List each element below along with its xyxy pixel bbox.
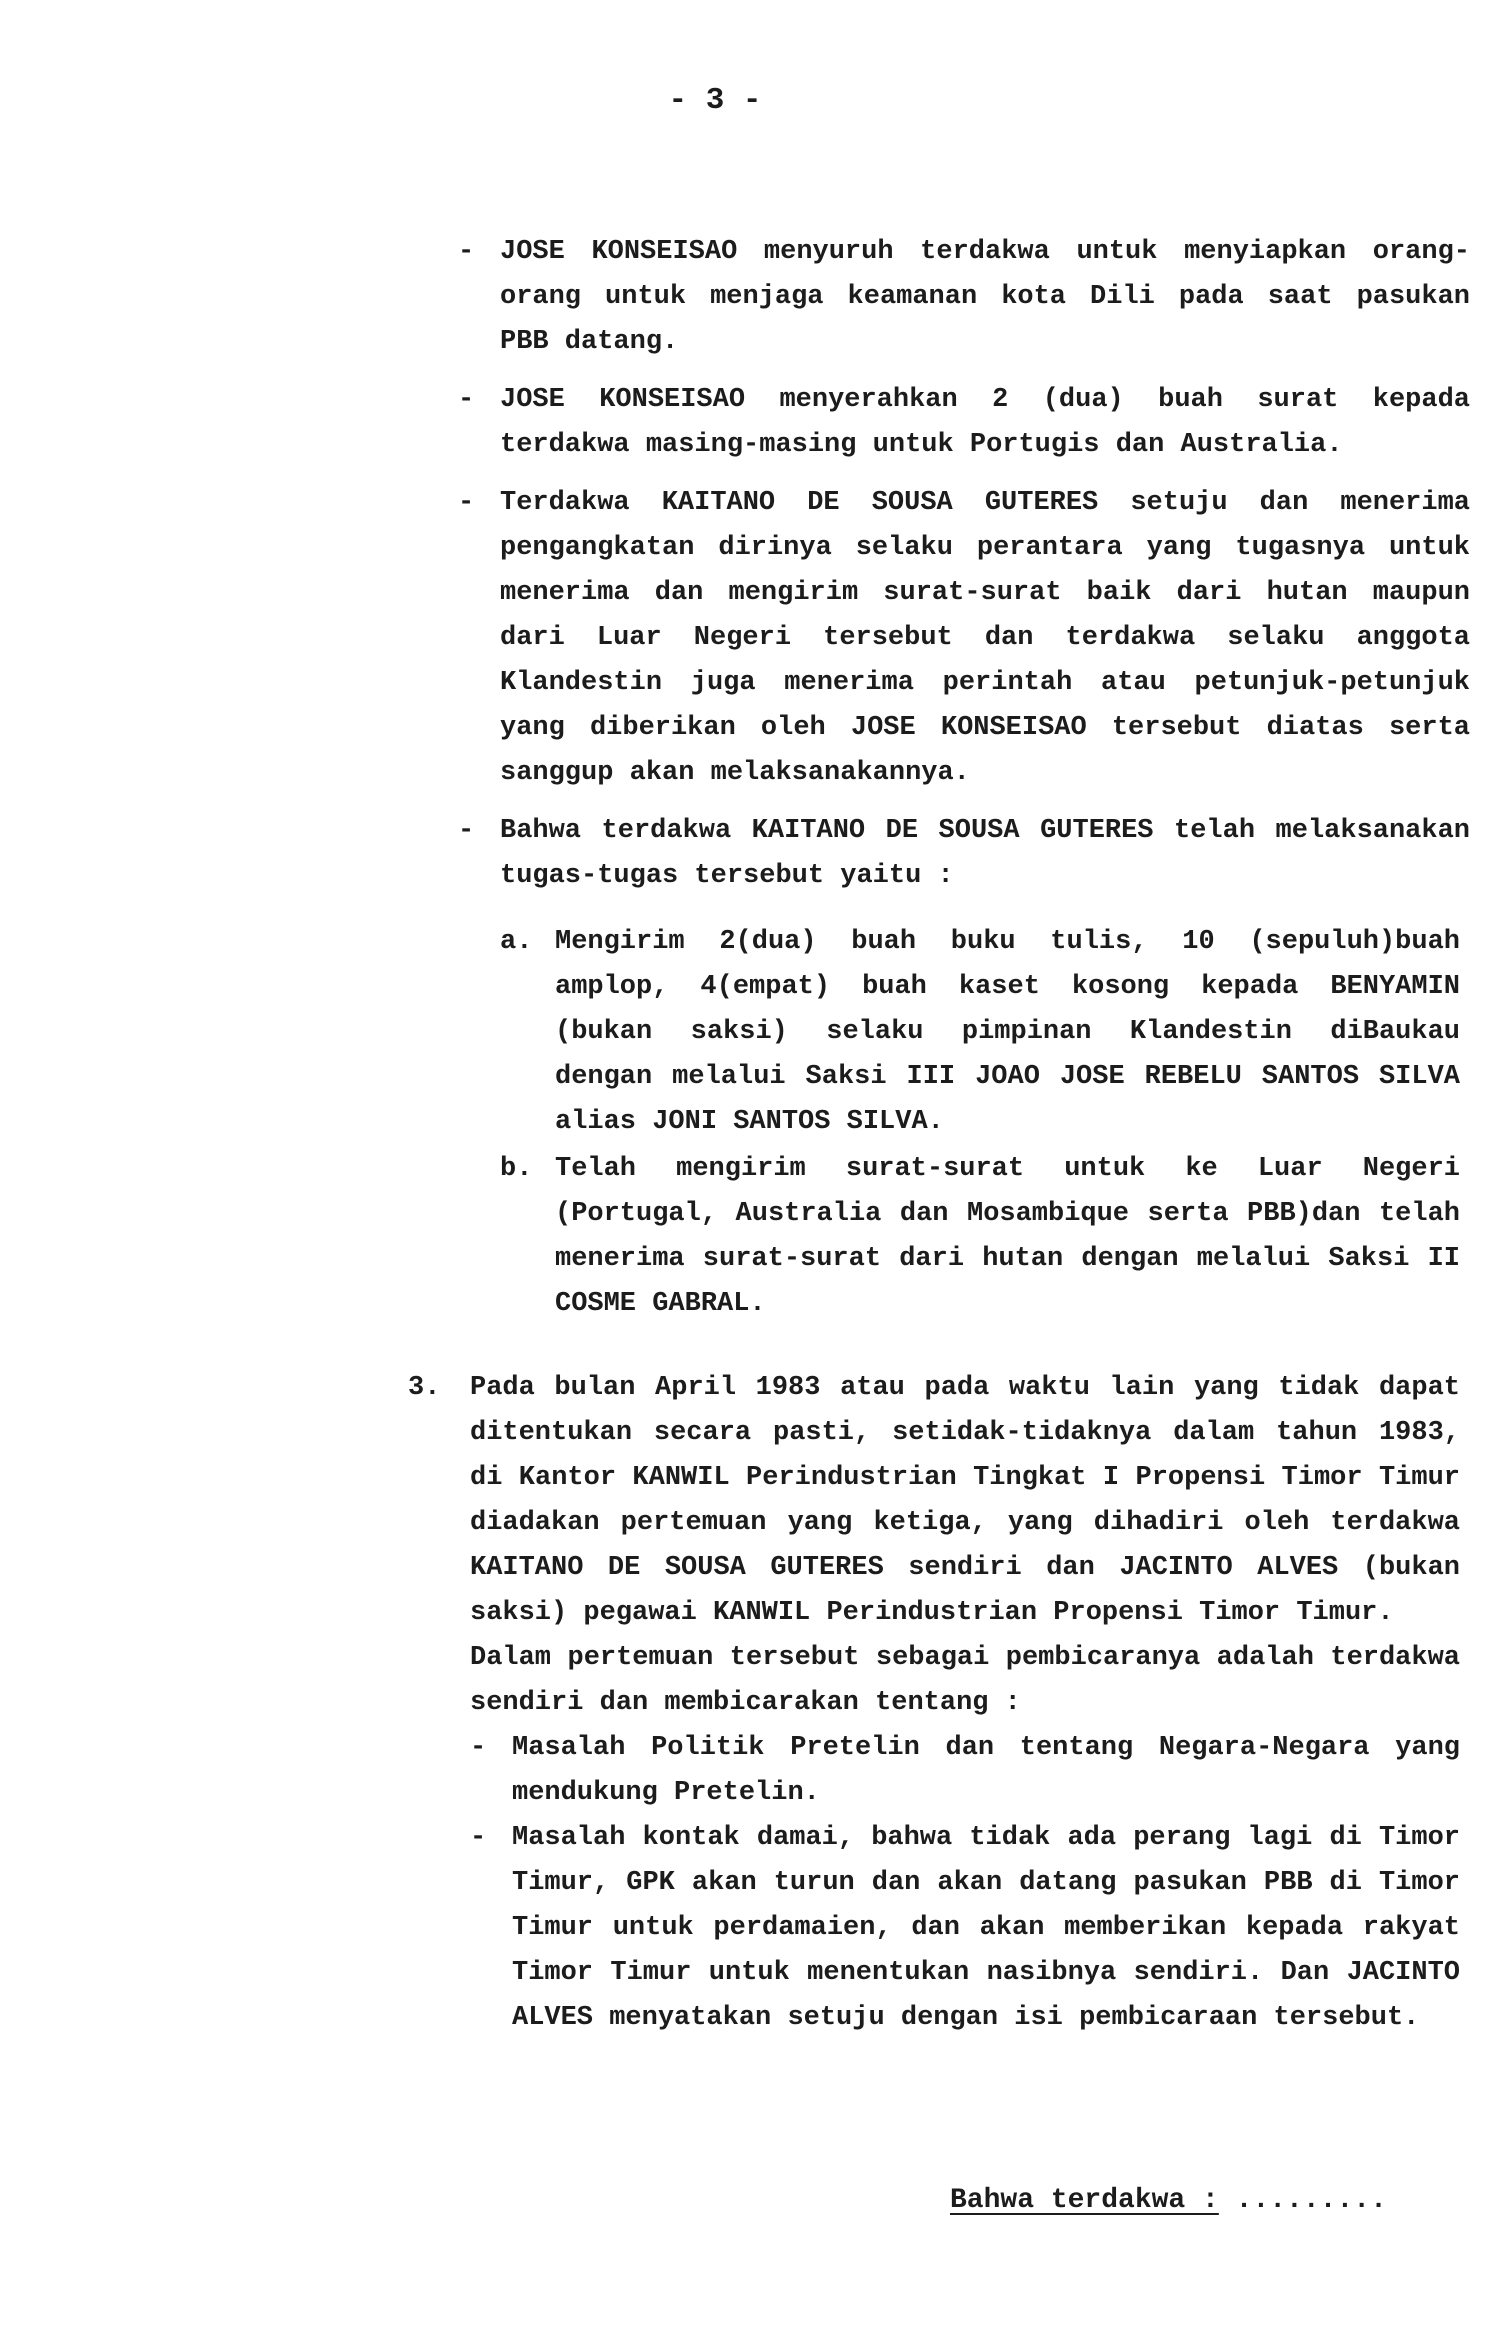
- section-3-text: Pada bulan April 1983 atau pada waktu lain yang tidak dapat ditentukan secara pasti, setidak-tidaknya dalam tahun 1983, di Kantor KANWIL Perindustrian Tingkat I Propensi Timor Timur diadakan pertemuan yang ketiga, yang dihadiri oleh terdakwa KAITANO DE SOUSA GUTERES sendiri dan JACINTO ALVES (bukan saksi) pegawai KANWIL Perindustrian Propensi Timor Timur.: [470, 1373, 1460, 1628]
- bullet-list-top: [458, 230, 1470, 899]
- bullet-text: Bahwa terdakwa KAITANO DE SOUSA GUTERES telah melaksanakan tugas-tugas tersebut yaitu :: [500, 816, 1470, 891]
- sub-item-text: Mengirim 2(dua) buah buku tulis, 10 (sepuluh)buah amplop, 4(empat) buah kaset kosong kepada BENYAMIN (bukan saksi) selaku pimpinan Klandestin diBaukau dengan melalui Saksi III JOAO JOSE REBELU SANTOS SILVA alias JONI SANTOS SILVA.: [555, 927, 1460, 1137]
- sub-item-list: [500, 920, 1460, 1327]
- bullet-marker: -: [458, 385, 475, 415]
- bullet-marker: -: [470, 1733, 487, 1763]
- sub-item-a: [500, 920, 1460, 1145]
- bullet-marker: -: [458, 237, 475, 267]
- bullet-text: Masalah Politik Pretelin dan tentang Negara-Negara yang mendukung Pretelin.: [512, 1733, 1460, 1808]
- section-3-bullets: [470, 1726, 1460, 2041]
- bullet-marker: -: [458, 488, 475, 518]
- bullet-marker: -: [458, 816, 475, 846]
- section-number: 3.: [408, 1373, 441, 1403]
- section-3-paragraph: [408, 1366, 1460, 1636]
- bullet-item: [458, 481, 1470, 796]
- sub-item-marker: a.: [500, 927, 533, 957]
- bullet-marker: -: [470, 1823, 487, 1853]
- bullet-text: Masalah kontak damai, bahwa tidak ada perang lagi di Timor Timur, GPK akan turun dan akan datang pasukan PBB di Timor Timur untuk perdamaien, dan akan memberikan kepada rakyat Timor Timur untuk menentukan nasibnya sendiri. Dan JACINTO ALVES menyatakan setuju dengan isi pembicaraan tersebut.: [512, 1823, 1460, 2033]
- bullet-text: JOSE KONSEISAO menyerahkan 2 (dua) buah surat kepada terdakwa masing-masing untuk Portugis dan Australia.: [500, 385, 1470, 460]
- sub-item-marker: b.: [500, 1154, 533, 1184]
- bullet-item: [470, 1816, 1460, 2041]
- sub-item-b: [500, 1147, 1460, 1327]
- footer-text: Bahwa terdakwa :: [950, 2185, 1219, 2216]
- section-3: [408, 1366, 1460, 2041]
- sub-item-text: Telah mengirim surat-surat untuk ke Luar Negeri (Portugal, Australia dan Mosambique serta PBB)dan telah menerima surat-surat dari hutan dengan melalui Saksi II COSME GABRAL.: [555, 1154, 1460, 1319]
- bullet-item: [458, 230, 1470, 365]
- page-number: - 3 -: [668, 83, 762, 118]
- bullet-text: Terdakwa KAITANO DE SOUSA GUTERES setuju dan menerima pengangkatan dirinya selaku perantara yang tugasnya untuk menerima dan mengirim surat-surat baik dari hutan maupun dari Luar Negeri tersebut dan terdakwa selaku anggota Klandestin juga menerima perintah atau petunjuk-petunjuk yang diberikan oleh JOSE KONSEISAO tersebut diatas serta sanggup akan melaksanakannya.: [500, 488, 1470, 788]
- bullet-text: JOSE KONSEISAO menyuruh terdakwa untuk menyiapkan orang-orang untuk menjaga keamanan kota Dili pada saat pasukan PBB datang.: [500, 237, 1470, 357]
- continuation-footer: [950, 2178, 1387, 2223]
- bullet-item: [458, 809, 1470, 899]
- bullet-item: [470, 1726, 1460, 1816]
- section-3-paragraph-2: Dalam pertemuan tersebut sebagai pembicaranya adalah terdakwa sendiri dan membicarakan tentang :: [470, 1643, 1460, 1718]
- footer-dots: .........: [1218, 2185, 1387, 2216]
- bullet-item: [458, 378, 1470, 468]
